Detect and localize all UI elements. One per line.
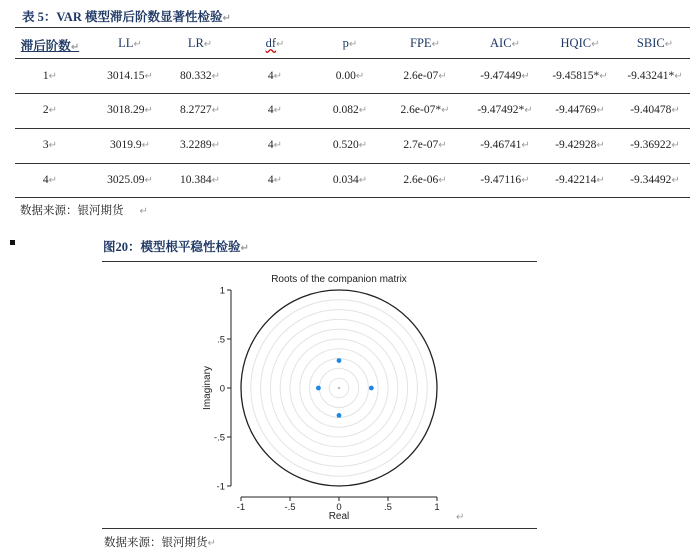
cell-ll: 3019.9↵	[109, 139, 150, 151]
paragraph-mark-icon: ↵	[511, 39, 520, 50]
x-axis-label: Real	[328, 511, 350, 522]
header-fpe: FPE↵	[410, 36, 440, 50]
header-ll: LL↵	[118, 36, 142, 50]
paragraph-mark-icon: ↵	[521, 140, 530, 151]
cell-aic: -9.47449↵	[480, 70, 530, 82]
figure-title-text: 图20：模型根平稳性检验	[103, 240, 241, 254]
cell-hqic: -9.42214↵	[555, 174, 605, 186]
cell-fpe: 2.6e-07↵	[403, 70, 447, 82]
table-source-text: 数据来源：银河期货	[20, 205, 124, 217]
cell-sbic: -9.43241*↵	[627, 70, 683, 82]
paragraph-mark-icon: ↵	[203, 39, 213, 50]
cell-ll: 3014.15↵	[107, 70, 153, 82]
paragraph-mark-icon: ↵	[240, 243, 249, 254]
header-sbic: SBIC↵	[636, 36, 674, 50]
paragraph-mark-icon: ↵	[276, 39, 285, 50]
cell-p: 0.082↵	[332, 104, 368, 116]
table-title-text: 表 5：VAR 模型滞后阶数显著性检验	[22, 10, 223, 24]
paragraph-mark-icon: ↵	[521, 71, 530, 82]
root-point	[369, 386, 374, 391]
paragraph-mark-icon: ↵	[48, 105, 58, 116]
cell-lag: 2↵	[42, 104, 58, 116]
paragraph-mark-icon: ↵	[207, 538, 216, 549]
paragraph-mark-icon: ↵	[211, 175, 220, 186]
cell-sbic: -9.36922↵	[630, 139, 680, 151]
cell-hqic: -9.42928↵	[555, 139, 605, 151]
cell-lr: 8.2727↵	[179, 104, 220, 116]
cell-p: 0.034↵	[332, 174, 368, 186]
cell-aic: -9.46741↵	[480, 139, 530, 151]
x-tick-label: -.5	[284, 502, 296, 513]
paragraph-mark-icon: ↵	[273, 175, 283, 186]
cell-sbic: -9.40478↵	[630, 104, 680, 116]
paragraph-mark-icon: ↵	[348, 39, 358, 50]
paragraph-mark-icon: ↵	[144, 71, 153, 82]
paragraph-mark-icon: ↵	[674, 71, 683, 82]
paragraph-mark-icon: ↵	[438, 175, 447, 186]
paragraph-mark-icon: ↵	[273, 71, 283, 82]
y-tick-label: 1	[219, 285, 225, 297]
paragraph-mark-icon: ↵	[358, 105, 368, 116]
origin-marker	[338, 387, 340, 389]
x-tick-label: .5	[384, 502, 392, 513]
cell-hqic: -9.45815*↵	[552, 70, 608, 82]
paragraph-mark-icon: ↵	[358, 140, 368, 151]
cell-aic: -9.47116↵	[480, 174, 530, 186]
paragraph-mark-icon: ↵	[48, 175, 58, 186]
x-tick-label: -1	[236, 502, 246, 513]
x-tick-label: 0	[336, 502, 342, 513]
paragraph-mark-icon: ↵	[438, 140, 447, 151]
cell-lr: 80.332↵	[179, 70, 220, 82]
paragraph-mark-icon: ↵	[211, 105, 220, 116]
cell-aic: -9.47492*↵	[477, 104, 533, 116]
header-lr: LR↵	[187, 36, 213, 50]
y-tick-label: -1	[216, 481, 225, 493]
paragraph-mark-icon: ↵	[211, 140, 220, 151]
header-df: df↵	[265, 36, 285, 50]
cell-p: 0.520↵	[332, 139, 368, 151]
header-hqic: HQIC↵	[560, 36, 600, 50]
paragraph-mark-icon: ↵	[431, 39, 440, 50]
paragraph-mark-icon: ↵	[141, 140, 150, 151]
paragraph-mark-icon: ↵	[596, 105, 605, 116]
cell-lag: 4↵	[42, 174, 58, 186]
chart-title: Roots of the companion matrix	[271, 274, 407, 285]
cell-df: 4↵	[267, 174, 283, 186]
header-lag-order: 滞后阶数↵	[20, 39, 80, 53]
paragraph-mark-icon: ↵	[144, 175, 153, 186]
y-tick-label: .5	[217, 334, 225, 346]
figure-bottom-rule	[102, 528, 537, 529]
paragraph-mark-icon: ↵	[48, 140, 58, 151]
root-point	[337, 358, 342, 363]
cell-ll: 3018.29↵	[107, 104, 153, 116]
paragraph-mark-icon: ↵	[671, 140, 680, 151]
paragraph-mark-icon: ↵	[671, 175, 680, 186]
paragraph-mark-icon: ↵	[273, 105, 283, 116]
paragraph-mark-icon: ↵	[596, 140, 605, 151]
paragraph-mark-icon: ↵	[144, 105, 153, 116]
paragraph-mark-icon: ↵	[599, 71, 608, 82]
root-point	[316, 386, 321, 391]
cell-lag: 1↵	[42, 70, 58, 82]
cell-df: 4↵	[267, 139, 283, 151]
paragraph-mark-icon: ↵	[133, 39, 142, 50]
cell-hqic: -9.44769↵	[555, 104, 605, 116]
paragraph-mark-icon: ↵	[211, 71, 220, 82]
y-axis-label: Imaginary	[202, 366, 213, 410]
cell-fpe: 2.6e-07*↵	[400, 104, 450, 116]
paragraph-mark-icon: ↵	[521, 175, 530, 186]
cell-df: 4↵	[267, 104, 283, 116]
paragraph-mark-icon: ↵	[596, 175, 605, 186]
cell-lag: 3↵	[42, 139, 58, 151]
cell-p: 0.00↵	[335, 70, 365, 82]
header-aic: AIC↵	[490, 36, 520, 50]
header-p: p↵	[342, 36, 358, 50]
cell-fpe: 2.7e-07↵	[403, 139, 447, 151]
paragraph-mark-icon: ↵	[671, 105, 680, 116]
paragraph-mark-icon: ↵	[70, 42, 80, 53]
paragraph-mark-icon: ↵	[591, 39, 600, 50]
figure-source-text: 数据来源：银河期货	[104, 537, 208, 549]
paragraph-mark-icon: ↵	[456, 512, 465, 523]
paragraph-mark-icon: ↵	[139, 206, 148, 217]
paragraph-mark-icon: ↵	[358, 175, 368, 186]
cell-lr: 10.384↵	[179, 174, 220, 186]
paragraph-mark-icon: ↵	[438, 71, 447, 82]
paragraph-mark-icon: ↵	[273, 140, 283, 151]
paragraph-mark-icon: ↵	[222, 13, 231, 24]
cell-lr: 3.2289↵	[179, 139, 220, 151]
cell-sbic: -9.34492↵	[630, 174, 680, 186]
figure-source	[104, 534, 216, 550]
paragraph-mark-icon: ↵	[664, 39, 674, 50]
paragraph-mark-icon: ↵	[355, 71, 365, 82]
cell-df: 4↵	[267, 70, 283, 82]
paragraph-mark-icon: ↵	[48, 71, 58, 82]
cell-fpe: 2.6e-06↵	[403, 174, 447, 186]
y-tick-label: -.5	[213, 432, 225, 444]
root-point	[337, 413, 342, 418]
y-tick-label: 0	[219, 383, 225, 395]
paragraph-mark-icon: ↵	[524, 105, 533, 116]
x-tick-label: 1	[434, 502, 440, 513]
paragraph-mark-icon: ↵	[441, 105, 450, 116]
cell-ll: 3025.09↵	[107, 174, 153, 186]
